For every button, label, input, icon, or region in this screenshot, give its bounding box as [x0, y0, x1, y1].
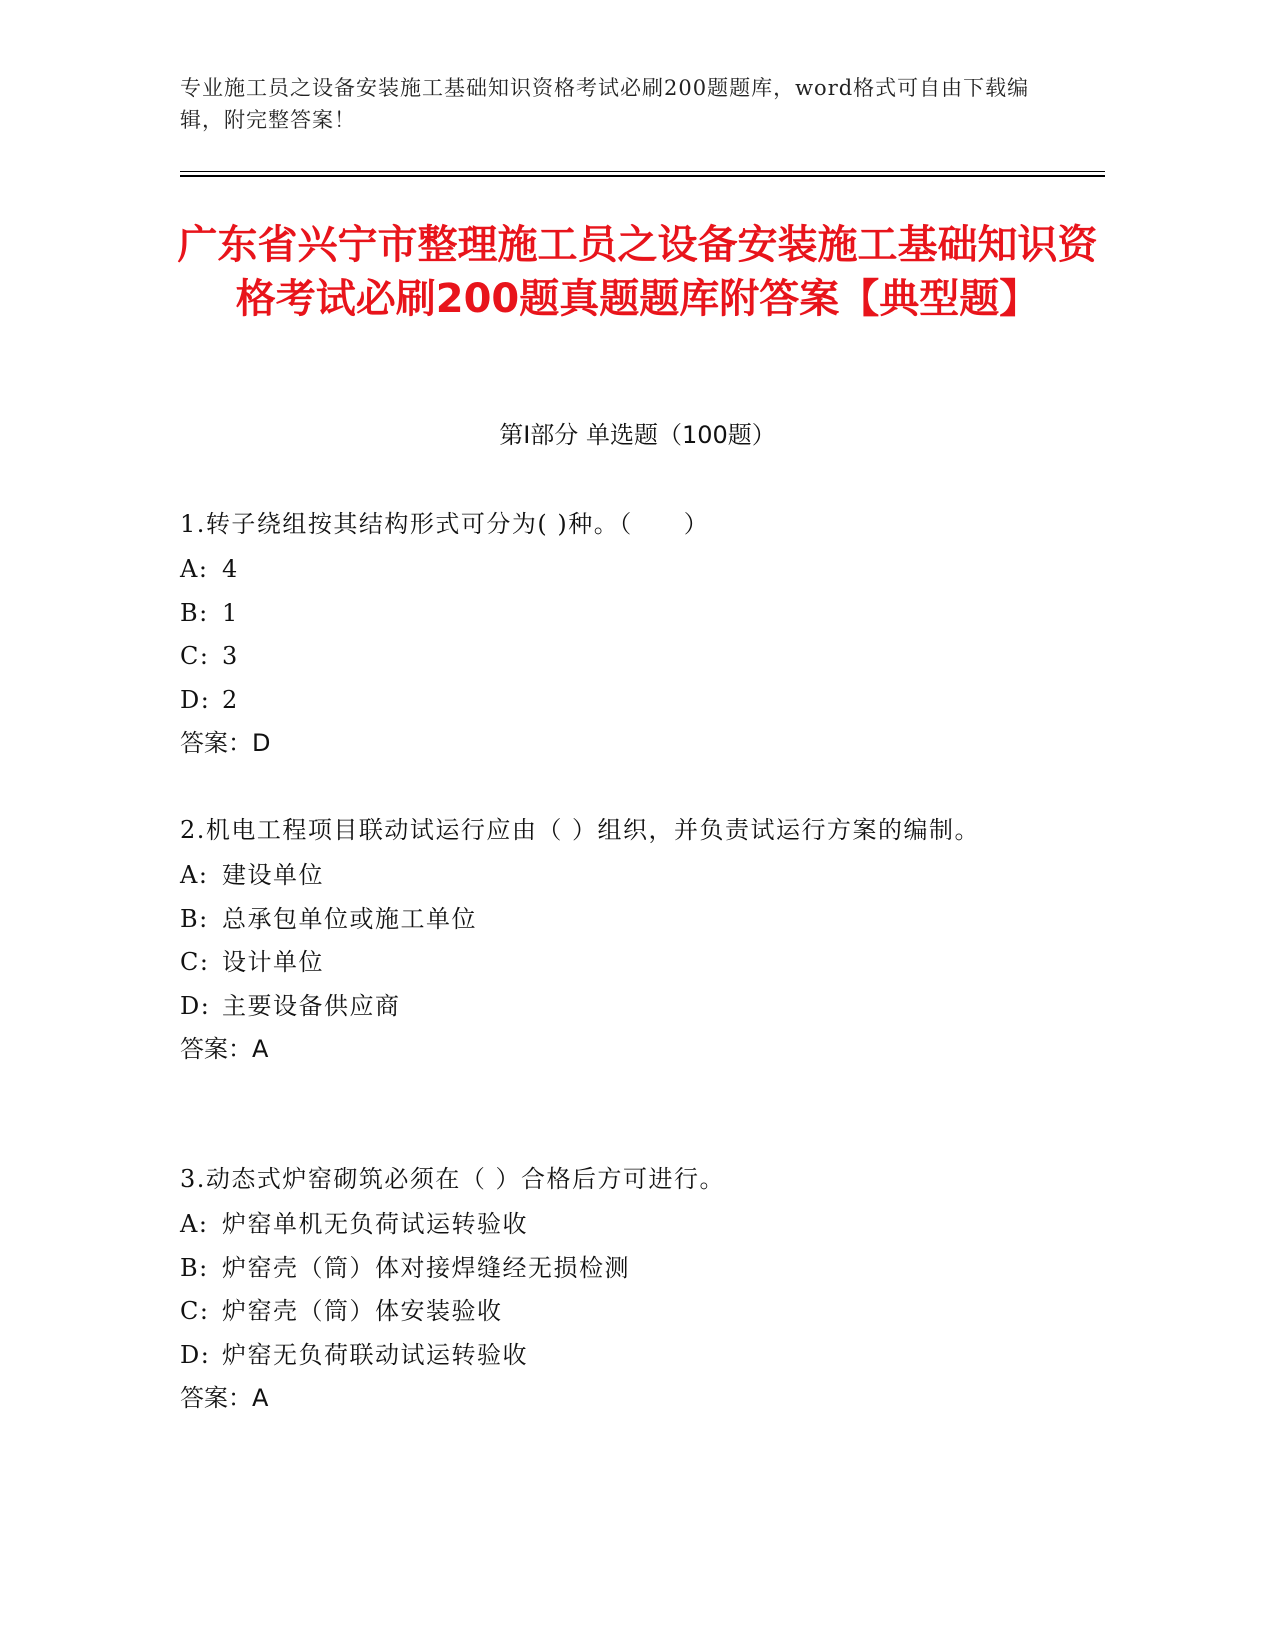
option-key: B:: [180, 1253, 209, 1282]
option-key: C:: [180, 642, 210, 670]
question-stem: 1.转子绕组按其结构形式可分为( )种。（ ）: [180, 510, 710, 538]
option-key: C:: [180, 1297, 210, 1325]
option-text: 1: [222, 598, 239, 627]
document-title: 广东省兴宁市整理施工员之设备安装施工基础知识资格考试必刷200题真题题库附答案【典型题】: [177, 222, 1098, 322]
option-text: 2: [222, 685, 239, 714]
option-key: A:: [180, 555, 209, 583]
answer: 答案：A: [180, 1035, 269, 1063]
option-text: 总承包单位或施工单位: [222, 904, 477, 933]
option-c: [180, 635, 1040, 679]
question-1: [180, 500, 1040, 766]
section-heading: 第I部分 单选题（100题）: [499, 421, 776, 449]
option-a: [180, 854, 1040, 898]
header-divider-thin: [180, 171, 1105, 172]
option-c: [180, 1290, 1040, 1334]
option-text: 建设单位: [222, 861, 324, 889]
option-d: [180, 1334, 1040, 1378]
header-note: 专业施工员之设备安装施工基础知识资格考试必刷200题题库，word格式可自由下载编辑，附完整答案！: [180, 76, 1030, 132]
option-key: D:: [180, 991, 211, 1020]
option-b: [180, 1247, 1040, 1291]
option-text: 主要设备供应商: [222, 991, 401, 1020]
header-divider-thick: [180, 175, 1105, 177]
option-key: A:: [180, 1210, 209, 1238]
option-d: [180, 985, 1040, 1029]
option-key: C:: [180, 948, 210, 976]
question-3: [180, 1155, 1040, 1421]
option-d: [180, 679, 1040, 723]
option-b: [180, 592, 1040, 636]
answer: 答案：D: [180, 729, 271, 757]
question-stem: 2.机电工程项目联动试运行应由（ ）组织，并负责试运行方案的编制。: [180, 816, 981, 844]
option-key: D:: [180, 1340, 211, 1369]
answer: 答案：A: [180, 1384, 269, 1412]
option-key: B:: [180, 904, 209, 933]
question-2: [180, 806, 1040, 1072]
option-text: 3: [222, 642, 239, 670]
option-b: [180, 898, 1040, 942]
question-stem: 3.动态式炉窑砌筑必须在（ ）合格后方可进行。: [180, 1165, 726, 1193]
option-c: [180, 941, 1040, 985]
option-text: 炉窑无负荷联动试运转验收: [222, 1340, 528, 1369]
option-key: A:: [180, 861, 209, 889]
option-key: B:: [180, 598, 209, 627]
option-text: 炉窑壳（筒）体对接焊缝经无损检测: [222, 1253, 630, 1282]
option-text: 炉窑单机无负荷试运转验收: [222, 1210, 528, 1238]
option-key: D:: [180, 685, 211, 714]
option-text: 设计单位: [222, 948, 324, 976]
option-text: 4: [222, 555, 239, 583]
option-a: [180, 1203, 1040, 1247]
option-text: 炉窑壳（筒）体安装验收: [222, 1297, 503, 1325]
option-a: [180, 548, 1040, 592]
